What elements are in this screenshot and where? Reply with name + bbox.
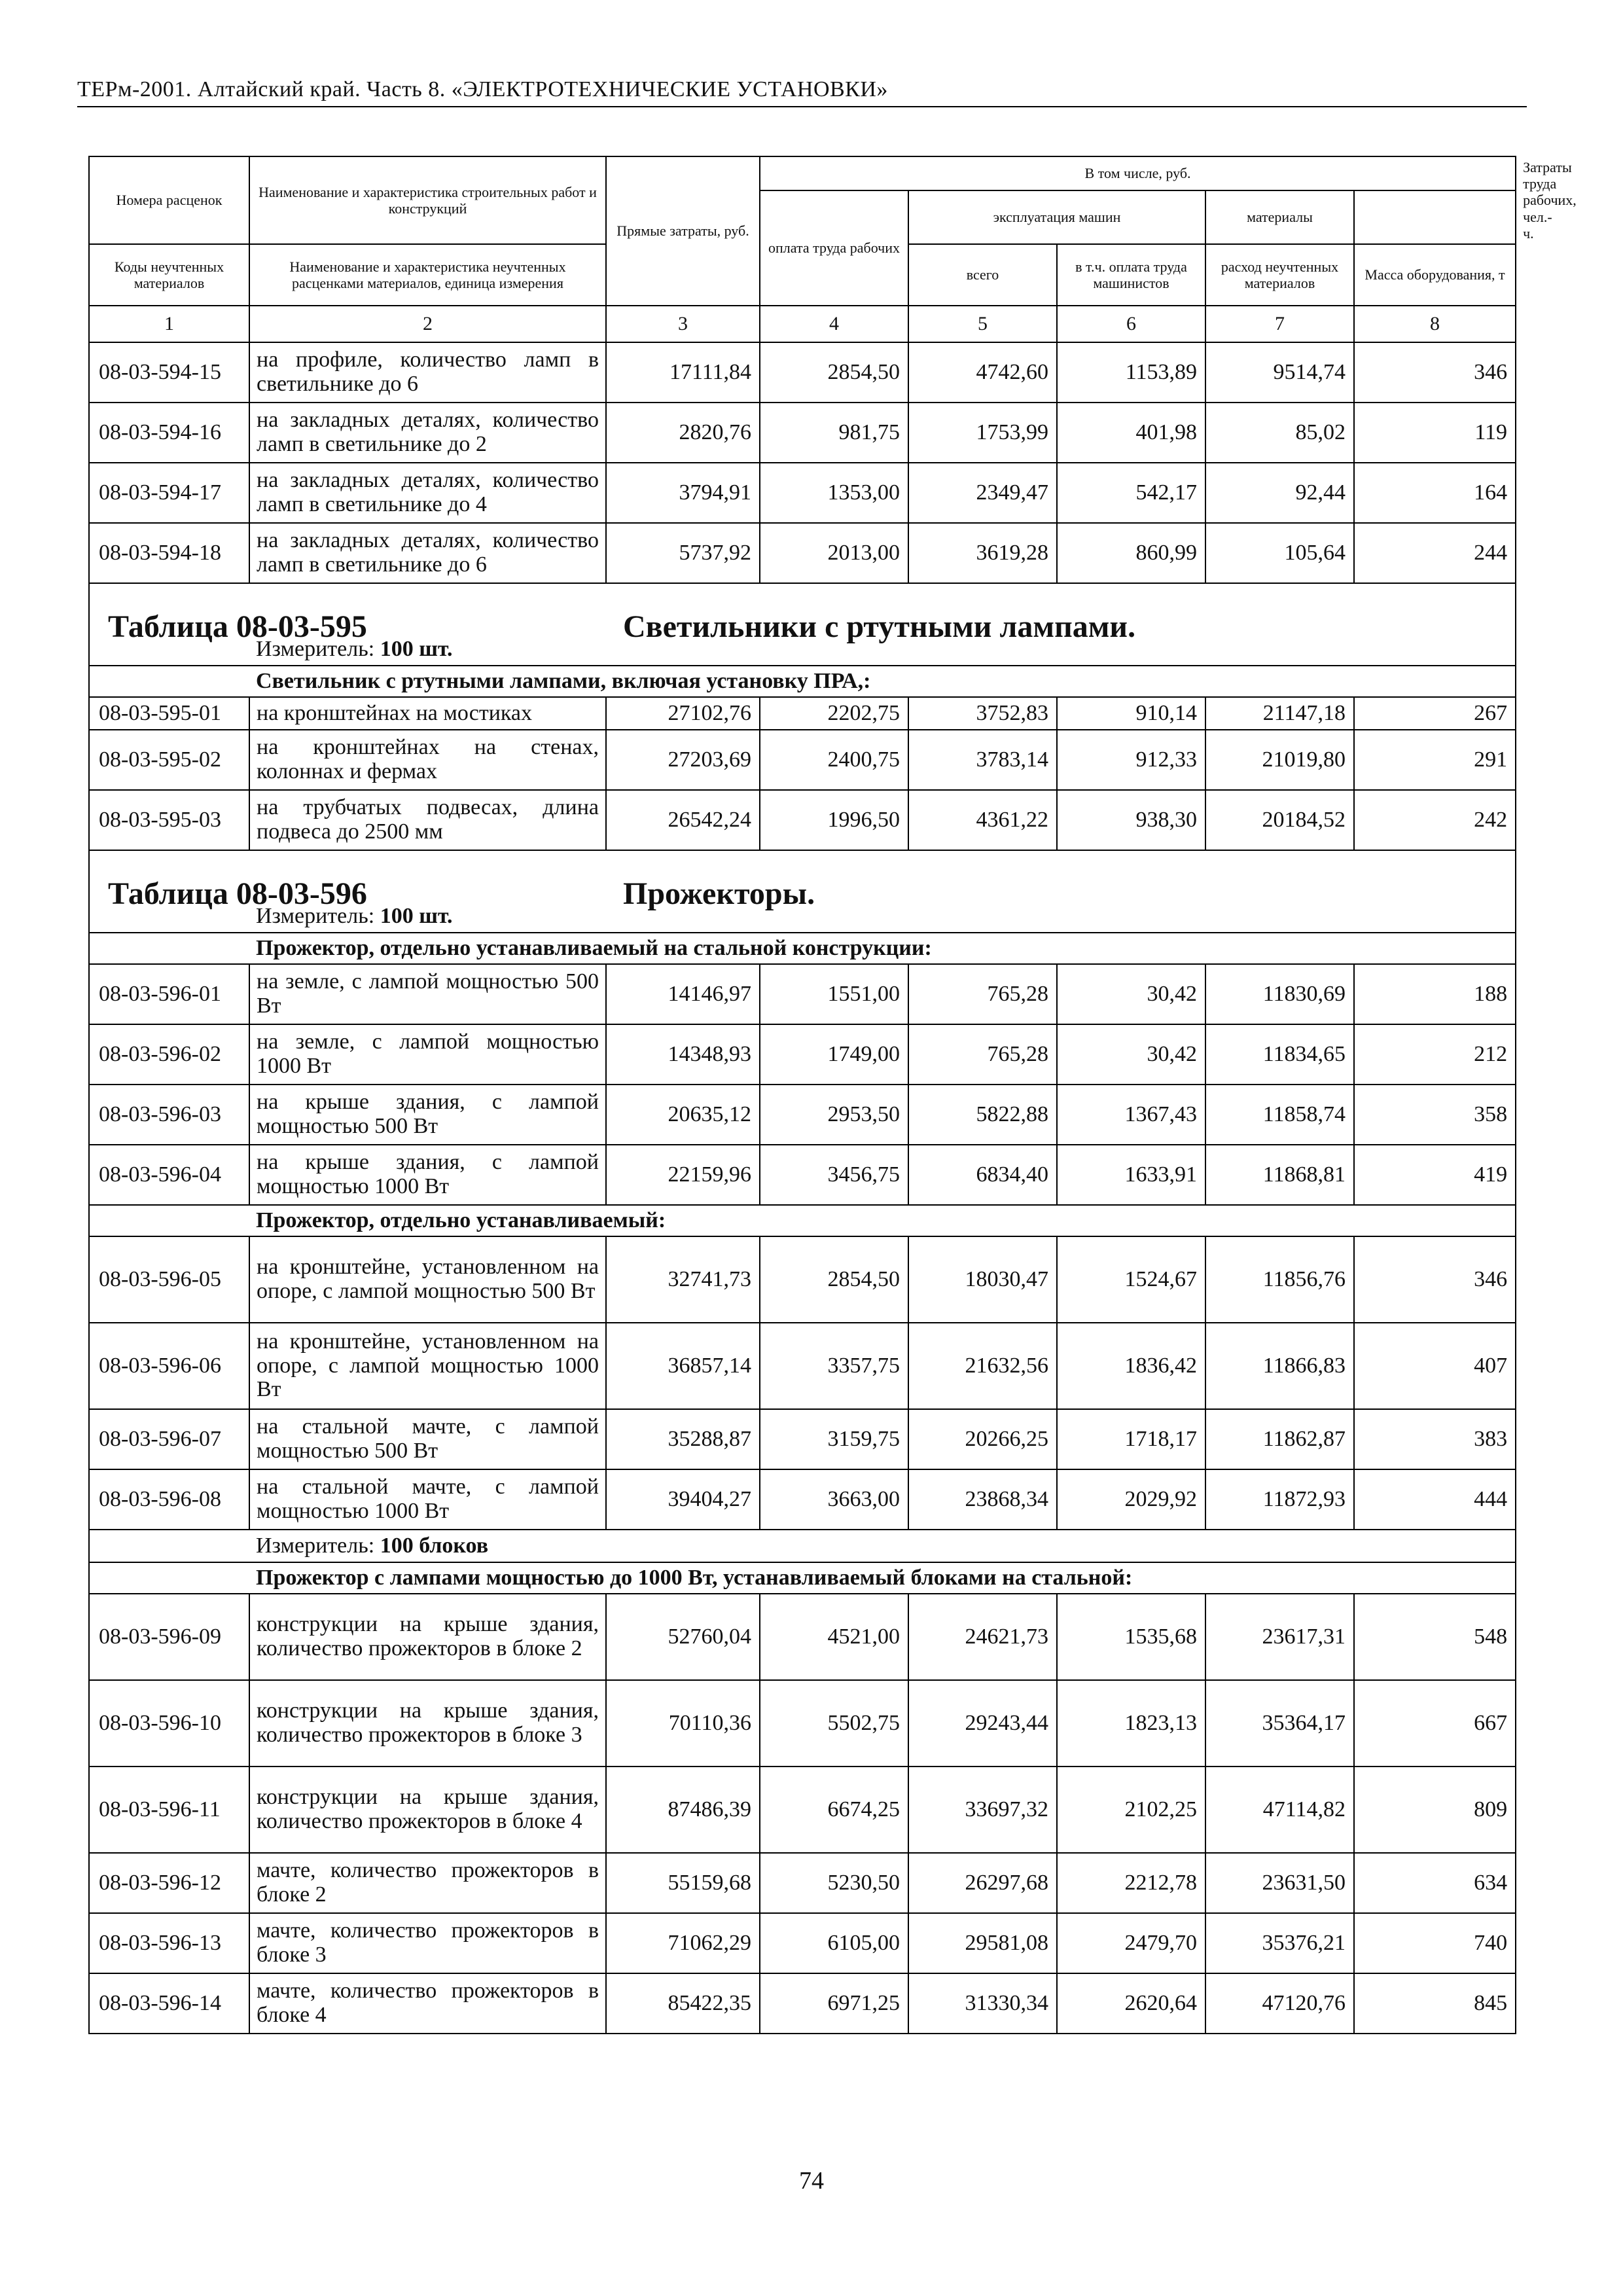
table-label: Таблица 08-03-595 [108,609,367,644]
rate-code: 08-03-596-02 [89,1024,249,1085]
col-number: 4 [760,306,908,342]
section-header [89,583,1516,634]
operators-pay: 401,98 [1057,403,1205,463]
workers-pay: 3159,75 [760,1409,908,1469]
direct-costs: 71062,29 [606,1913,760,1973]
machines-total: 3783,14 [908,730,1057,790]
header-row-1: Номера расценок Наименование и характеристика строительных работ и конструкций Прямые затраты, руб. В том числе, руб. Затраты труда рабочих, чел.-ч. [89,156,1516,190]
operators-pay: 1524,67 [1057,1236,1205,1323]
hdr-equipment-mass: Масса оборудования, т [1354,244,1516,306]
rate-name: мачте, количество прожекторов в блоке 4 [249,1973,606,2034]
group-title: Прожектор с лампами мощностью до 1000 Вт, устанавливаемый блоками на стальной: [249,1562,1516,1594]
labor-costs: 358 [1354,1085,1516,1145]
group-row [89,933,1516,964]
machines-total: 29581,08 [908,1913,1057,1973]
materials-cost: 9514,74 [1205,342,1354,403]
operators-pay: 2479,70 [1057,1913,1205,1973]
materials-cost: 11862,87 [1205,1409,1354,1469]
operators-pay: 2212,78 [1057,1853,1205,1913]
direct-costs: 36857,14 [606,1323,760,1409]
hdr-incl-rub: В том числе, руб. [760,156,1516,190]
rate-name: на закладных деталях, количество ламп в светильнике до 6 [249,523,606,583]
col-number: 8 [1354,306,1516,342]
materials-cost: 11866,83 [1205,1323,1354,1409]
materials-cost: 11858,74 [1205,1085,1354,1145]
rate-code: 08-03-594-17 [89,463,249,523]
direct-costs: 3794,91 [606,463,760,523]
table-row [89,1409,1516,1469]
workers-pay: 2202,75 [760,697,908,730]
section-header [89,850,1516,901]
labor-costs: 291 [1354,730,1516,790]
col-number: 7 [1205,306,1354,342]
hdr-incl-operators: в т.ч. оплата труда машинистов [1057,244,1205,306]
operators-pay: 2029,92 [1057,1469,1205,1530]
running-head: ТЕРм-2001. Алтайский край. Часть 8. «ЭЛЕКТРОТЕХНИЧЕСКИЕ УСТАНОВКИ» [77,77,1527,107]
machines-total: 765,28 [908,964,1057,1024]
rate-code: 08-03-596-08 [89,1469,249,1530]
workers-pay: 2400,75 [760,730,908,790]
operators-pay: 1153,89 [1057,342,1205,403]
materials-cost: 23617,31 [1205,1594,1354,1680]
workers-pay: 2953,50 [760,1085,908,1145]
rate-name: на кронштейне, установленном на опоре, с лампой мощностью 1000 Вт [249,1323,606,1409]
table-label: Таблица 08-03-596 [108,876,367,911]
machines-total: 3619,28 [908,523,1057,583]
workers-pay: 1749,00 [760,1024,908,1085]
machines-total: 4742,60 [908,342,1057,403]
direct-costs: 35288,87 [606,1409,760,1469]
hdr-machines: эксплуатация машин [908,190,1205,244]
direct-costs: 39404,27 [606,1469,760,1530]
hdr-materials: материалы [1205,190,1354,244]
meter-label: Измеритель: [256,1534,375,1558]
group-row [89,666,1516,697]
operators-pay: 1836,42 [1057,1323,1205,1409]
table-row [89,964,1516,1024]
labor-costs: 444 [1354,1469,1516,1530]
table-row [89,790,1516,850]
labor-costs: 188 [1354,964,1516,1024]
machines-total: 31330,34 [908,1973,1057,2034]
labor-costs: 419 [1354,1145,1516,1205]
group-spacer [89,933,249,964]
machines-total: 29243,44 [908,1680,1057,1767]
machines-total: 765,28 [908,1024,1057,1085]
table-row [89,463,1516,523]
rate-code: 08-03-596-06 [89,1323,249,1409]
machines-total: 1753,99 [908,403,1057,463]
direct-costs: 5737,92 [606,523,760,583]
page-number: 74 [799,2167,824,2195]
direct-costs: 14146,97 [606,964,760,1024]
labor-costs: 212 [1354,1024,1516,1085]
col-number: 1 [89,306,249,342]
rate-code: 08-03-596-07 [89,1409,249,1469]
group-row [89,1205,1516,1236]
hdr-work-name: Наименование и характеристика строительных работ и конструкций [249,156,606,244]
rate-code: 08-03-596-01 [89,964,249,1024]
labor-costs: 667 [1354,1680,1516,1767]
col-number: 2 [249,306,606,342]
group-title: Прожектор, отдельно устанавливаемый: [249,1205,1516,1236]
labor-costs: 845 [1354,1973,1516,2034]
meter-row [89,1530,1516,1562]
rate-name: мачте, количество прожекторов в блоке 3 [249,1913,606,1973]
section-title [89,850,1516,911]
machines-total: 2349,47 [908,463,1057,523]
direct-costs: 55159,68 [606,1853,760,1913]
machines-total: 26297,68 [908,1853,1057,1913]
group-title: Прожектор, отдельно устанавливаемый на стальной конструкции: [249,933,1516,964]
materials-cost: 35364,17 [1205,1680,1354,1767]
table-row [89,1236,1516,1323]
hdr-direct-costs: Прямые затраты, руб. [606,156,760,306]
table-row [89,1853,1516,1913]
rate-name: конструкции на крыше здания, количество прожекторов в блоке 4 [249,1767,606,1853]
workers-pay: 2013,00 [760,523,908,583]
group-spacer [89,1205,249,1236]
operators-pay: 1535,68 [1057,1594,1205,1680]
rate-name: на закладных деталях, количество ламп в светильнике до 4 [249,463,606,523]
operators-pay: 2620,64 [1057,1973,1205,2034]
table-row [89,1145,1516,1205]
materials-cost: 21147,18 [1205,697,1354,730]
materials-cost: 11830,69 [1205,964,1354,1024]
rate-code: 08-03-596-05 [89,1236,249,1323]
materials-cost: 20184,52 [1205,790,1354,850]
materials-cost: 85,02 [1205,403,1354,463]
operators-pay: 860,99 [1057,523,1205,583]
rate-code: 08-03-594-18 [89,523,249,583]
machines-total: 3752,83 [908,697,1057,730]
rate-name: конструкции на крыше здания, количество прожекторов в блоке 3 [249,1680,606,1767]
workers-pay: 2854,50 [760,342,908,403]
direct-costs: 85422,35 [606,1973,760,2034]
meter [249,1530,1516,1562]
hdr-rates-no: Номера расценок [89,156,249,244]
labor-costs: 164 [1354,463,1516,523]
labor-costs: 634 [1354,1853,1516,1913]
labor-costs: 242 [1354,790,1516,850]
workers-pay: 1353,00 [760,463,908,523]
labor-costs: 346 [1354,342,1516,403]
machines-total: 23868,34 [908,1469,1057,1530]
rate-code: 08-03-596-09 [89,1594,249,1680]
operators-pay: 912,33 [1057,730,1205,790]
machines-total: 20266,25 [908,1409,1057,1469]
rate-code: 08-03-596-03 [89,1085,249,1145]
operators-pay: 1367,43 [1057,1085,1205,1145]
rate-name: мачте, количество прожекторов в блоке 2 [249,1853,606,1913]
rate-code: 08-03-594-16 [89,403,249,463]
machines-total: 6834,40 [908,1145,1057,1205]
group-spacer [89,1562,249,1594]
meter-value: 100 блоков [380,1534,489,1558]
table-row [89,1680,1516,1767]
table-row [89,403,1516,463]
table-row [89,1594,1516,1680]
table-row [89,1469,1516,1530]
group-row [89,1562,1516,1594]
operators-pay: 1823,13 [1057,1680,1205,1767]
col-number: 6 [1057,306,1205,342]
direct-costs: 2820,76 [606,403,760,463]
operators-pay: 542,17 [1057,463,1205,523]
table-row [89,697,1516,730]
workers-pay: 5230,50 [760,1853,908,1913]
column-numbers-row [89,306,1516,342]
rate-code: 08-03-596-13 [89,1913,249,1973]
labor-costs: 346 [1354,1236,1516,1323]
rate-code: 08-03-595-02 [89,730,249,790]
labor-costs: 267 [1354,697,1516,730]
labor-costs: 119 [1354,403,1516,463]
rate-name: на крыше здания, с лампой мощностью 500 Вт [249,1085,606,1145]
hdr-total: всего [908,244,1057,306]
machines-total: 4361,22 [908,790,1057,850]
rate-name: на крыше здания, с лампой мощностью 1000 Вт [249,1145,606,1205]
meter-spacer [89,1530,249,1562]
table-row [89,1767,1516,1853]
workers-pay: 3456,75 [760,1145,908,1205]
rate-name: на стальной мачте, с лампой мощностью 1000 Вт [249,1469,606,1530]
operators-pay: 30,42 [1057,964,1205,1024]
rate-code: 08-03-595-01 [89,697,249,730]
machines-total: 24621,73 [908,1594,1057,1680]
direct-costs: 87486,39 [606,1767,760,1853]
group-title: Светильник с ртутными лампами, включая установку ПРА,: [249,666,1516,697]
table-row [89,1085,1516,1145]
workers-pay: 981,75 [760,403,908,463]
workers-pay: 5502,75 [760,1680,908,1767]
machines-total: 33697,32 [908,1767,1057,1853]
meter-label: Измеритель: [256,637,375,661]
labor-costs: 548 [1354,1594,1516,1680]
direct-costs: 27102,76 [606,697,760,730]
materials-cost: 11856,76 [1205,1236,1354,1323]
workers-pay: 6105,00 [760,1913,908,1973]
rate-code: 08-03-595-03 [89,790,249,850]
rate-code: 08-03-596-11 [89,1767,249,1853]
labor-costs: 809 [1354,1767,1516,1853]
meter-label: Измеритель: [256,904,375,928]
operators-pay: 938,30 [1057,790,1205,850]
group-spacer [89,666,249,697]
meter-value: 100 шт. [380,904,453,928]
rate-code: 08-03-596-04 [89,1145,249,1205]
direct-costs: 32741,73 [606,1236,760,1323]
machines-total: 21632,56 [908,1323,1057,1409]
machines-total: 5822,88 [908,1085,1057,1145]
rate-name: на стальной мачте, с лампой мощностью 500 Вт [249,1409,606,1469]
rate-name: на кронштейнах на стенах, колоннах и фермах [249,730,606,790]
workers-pay: 3357,75 [760,1323,908,1409]
workers-pay: 2854,50 [760,1236,908,1323]
direct-costs: 26542,24 [606,790,760,850]
table-row [89,730,1516,790]
table-row [89,342,1516,403]
workers-pay: 1996,50 [760,790,908,850]
rate-name: на земле, с лампой мощностью 1000 Вт [249,1024,606,1085]
rate-name: на земле, с лампой мощностью 500 Вт [249,964,606,1024]
table-row [89,523,1516,583]
materials-cost: 47120,76 [1205,1973,1354,2034]
materials-cost: 47114,82 [1205,1767,1354,1853]
rate-name: на кронштейне, установленном на опоре, с лампой мощностью 500 Вт [249,1236,606,1323]
workers-pay: 6971,25 [760,1973,908,2034]
hdr-codes-unaccounted: Коды неучтенных материалов [89,244,249,306]
hdr-name-unaccounted: Наименование и характеристика неучтенных расценками материалов, единица измерения [249,244,606,306]
labor-costs: 740 [1354,1913,1516,1973]
operators-pay: 1718,17 [1057,1409,1205,1469]
hdr-workers-pay: оплата труда рабочих [760,190,908,306]
labor-costs: 383 [1354,1409,1516,1469]
hdr-unaccounted-consumption: расход неучтенных материалов [1205,244,1354,306]
labor-costs: 407 [1354,1323,1516,1409]
col-number: 3 [606,306,760,342]
operators-pay: 30,42 [1057,1024,1205,1085]
rate-code: 08-03-594-15 [89,342,249,403]
table-row [89,1913,1516,1973]
rates-table [88,156,1577,2034]
meter [249,901,1516,933]
workers-pay: 3663,00 [760,1469,908,1530]
direct-costs: 20635,12 [606,1085,760,1145]
direct-costs: 22159,96 [606,1145,760,1205]
meter-value: 100 шт. [380,637,453,661]
materials-cost: 23631,50 [1205,1853,1354,1913]
direct-costs: 14348,93 [606,1024,760,1085]
materials-cost: 11872,93 [1205,1469,1354,1530]
rate-code: 08-03-596-12 [89,1853,249,1913]
workers-pay: 1551,00 [760,964,908,1024]
rate-name: на профиле, количество ламп в светильнике до 6 [249,342,606,403]
machines-total: 18030,47 [908,1236,1057,1323]
materials-cost: 105,64 [1205,523,1354,583]
labor-costs: 244 [1354,523,1516,583]
direct-costs: 70110,36 [606,1680,760,1767]
direct-costs: 52760,04 [606,1594,760,1680]
operators-pay: 2102,25 [1057,1767,1205,1853]
table-row [89,1024,1516,1085]
table-row [89,1323,1516,1409]
col-number: 5 [908,306,1057,342]
section-title [89,583,1516,644]
workers-pay: 6674,25 [760,1767,908,1853]
rate-name: на трубчатых подвесах, длина подвеса до 2500 мм [249,790,606,850]
workers-pay: 4521,00 [760,1594,908,1680]
materials-cost: 35376,21 [1205,1913,1354,1973]
table-row [89,1973,1516,2034]
direct-costs: 17111,84 [606,342,760,403]
materials-cost: 92,44 [1205,463,1354,523]
direct-costs: 27203,69 [606,730,760,790]
rate-name: на кронштейнах на мостиках [249,697,606,730]
rate-name: на закладных деталях, количество ламп в светильнике до 2 [249,403,606,463]
table-name: Прожекторы. [623,876,815,911]
operators-pay: 1633,91 [1057,1145,1205,1205]
materials-cost: 11868,81 [1205,1145,1354,1205]
rate-name: конструкции на крыше здания, количество прожекторов в блоке 2 [249,1594,606,1680]
operators-pay: 910,14 [1057,697,1205,730]
table-name: Светильники с ртутными лампами. [623,609,1136,644]
rate-code: 08-03-596-14 [89,1973,249,2034]
materials-cost: 11834,65 [1205,1024,1354,1085]
rate-code: 08-03-596-10 [89,1680,249,1767]
materials-cost: 21019,80 [1205,730,1354,790]
